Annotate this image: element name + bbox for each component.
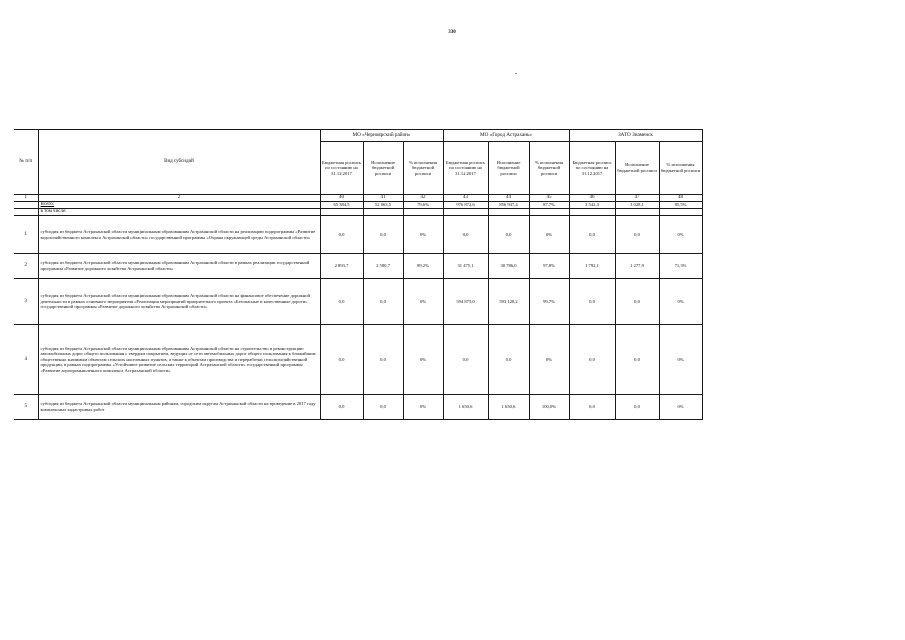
row-value: 0,0: [363, 395, 403, 420]
row-value: 0,0: [615, 279, 659, 325]
row-description: субсидия из бюджета Астраханской области муниципальным образованиям Астраханской области на реализацию подпрограммы «Развитие водохозяйственного комплекса Астраханской области» государственной программы «Охрана окружающей среды Астраханской области»: [38, 216, 320, 254]
table-row: [14, 254, 702, 279]
row-value: 0%: [659, 395, 702, 420]
row-value: 0%: [659, 216, 702, 254]
row-value: 0,0: [615, 395, 659, 420]
table-row: [14, 395, 702, 420]
row-value: 0,0: [569, 395, 615, 420]
row-value: 0%: [659, 279, 702, 325]
row-value: 0,0: [569, 325, 615, 395]
row-value: 1 650,6: [443, 395, 488, 420]
total-value: 52 063,5: [363, 202, 403, 209]
subcol-percent: % исполнения бюджетной росписи: [659, 141, 702, 194]
including-label: в том числе:: [38, 209, 320, 216]
row-value: 0,0: [615, 216, 659, 254]
subsidies-table: [14, 122, 703, 420]
col-number: 2: [38, 195, 320, 202]
row-value: 0%: [403, 279, 443, 325]
col-number: 45: [529, 195, 569, 202]
row-value: 100,0%: [529, 395, 569, 420]
col-number: 44: [488, 195, 529, 202]
row-number: 5: [14, 395, 38, 420]
subcol-percent: % исполнения бюджетной росписи: [403, 141, 443, 194]
row-value: 593 128,2: [488, 279, 529, 325]
table-row: [14, 279, 702, 325]
row-value: 0,0: [615, 325, 659, 395]
row-value: 99,7%: [529, 279, 569, 325]
row-value: 30 786,0: [488, 254, 529, 279]
total-value: 85,5%: [659, 202, 702, 209]
total-value: 976 872,6: [443, 202, 488, 209]
group-header-znamensk: ЗАТО Знаменск: [569, 130, 702, 142]
including-row: [14, 209, 702, 216]
row-value: 0,0: [320, 395, 363, 420]
group-header-chernoyarsky: МО «Черноярский район»: [320, 130, 443, 142]
col-number: 1: [14, 195, 38, 202]
col-number: 42: [403, 195, 443, 202]
row-value: 2 893,7: [320, 254, 363, 279]
header-row-groups: [14, 130, 702, 142]
row-value: 0,0: [320, 279, 363, 325]
subcol-execution: Исполнение бюджетной росписи: [615, 141, 659, 194]
row-value: 1 792,1: [569, 254, 615, 279]
scan-speck: [515, 73, 517, 74]
table-row: [14, 325, 702, 395]
row-description: субсидия из бюджета Астраханской области муниципальным образованиям Астраханской области в рамках реализации государственной программы «Развитие дорожного хозяйства Астраханской области»: [38, 254, 320, 279]
col-number: 40: [320, 195, 363, 202]
row-value: 97,8%: [529, 254, 569, 279]
row-value: 1 277,9: [615, 254, 659, 279]
top-rule-row: [14, 122, 702, 130]
subcol-execution: Исполнение бюджетной росписи: [488, 141, 529, 194]
row-value: 0,0: [363, 279, 403, 325]
row-description: субсидия из бюджета Астраханской области муниципальным районам, городским округам Астраханской области на проведение в 2017 году комплексных кадастровых работ: [38, 395, 320, 420]
subcol-budget-plan: Бюджетная роспись по состоянию на 31.12.2017: [320, 141, 363, 194]
row-value: 0,0: [363, 325, 403, 395]
col-header-subsidy-type: Вид субсидий: [38, 130, 320, 195]
subcol-budget-plan: Бюджетная роспись по состоянию на 31.12.2017: [443, 141, 488, 194]
row-value: 1 650,6: [488, 395, 529, 420]
total-row: [14, 202, 702, 209]
col-header-number: № п/п: [14, 130, 38, 195]
row-value: 0%: [403, 216, 443, 254]
row-value: 0,0: [488, 216, 529, 254]
row-value: 89,2%: [403, 254, 443, 279]
row-value: 0,0: [488, 325, 529, 395]
row-value: 0,0: [320, 325, 363, 395]
col-number: 47: [615, 195, 659, 202]
row-value: 0,0: [569, 216, 615, 254]
row-value: 0%: [529, 216, 569, 254]
row-value: 2 580,7: [363, 254, 403, 279]
group-header-astrakhan: МО «Город Астрахань»: [443, 130, 569, 142]
total-number-cell: [14, 202, 38, 209]
row-value: 0%: [403, 325, 443, 395]
row-value: 71,3%: [659, 254, 702, 279]
total-value: 3 542,3: [569, 202, 615, 209]
col-number: 41: [363, 195, 403, 202]
col-number: 48: [659, 195, 702, 202]
row-value: 0,0: [443, 216, 488, 254]
row-number: 2: [14, 254, 38, 279]
including-number-cell: [14, 209, 38, 216]
row-description: субсидия из бюджета Астраханской области муниципальным образованиям Астраханской области на строительство и реконструкцию автомобильных дорог общего пользования с твердым покрытием, ведущих от сети автомобильных дорог общего пользования к ближайшим общественно значимым объектам сельских населенных пунктов, а также к объектам производства и переработки сельскохозяйственной продукции, в рамках подпрограммы «Устойчивое развитие сельских территорий Астраханской области» государственной программы «Развитие агропромышленного комплекса Астраханской области»: [38, 325, 320, 395]
row-value: 0,0: [569, 279, 615, 325]
row-value: 0,0: [363, 216, 403, 254]
total-value: 79,6%: [403, 202, 443, 209]
col-number: 46: [569, 195, 615, 202]
row-number: 4: [14, 325, 38, 395]
row-number: 3: [14, 279, 38, 325]
row-value: 0%: [403, 395, 443, 420]
total-value: 65 384,5: [320, 202, 363, 209]
subcol-budget-plan: Бюджетная роспись по состоянию на 31.12.2017: [569, 141, 615, 194]
row-value: 594 875,0: [443, 279, 488, 325]
row-value: 0,0: [443, 325, 488, 395]
page-number: 330: [448, 30, 456, 35]
col-number: 43: [443, 195, 488, 202]
row-value: 0%: [659, 325, 702, 395]
row-value: 0,0: [320, 216, 363, 254]
subcol-execution: Исполнение бюджетной росписи: [363, 141, 403, 194]
total-value: 856 947,4: [488, 202, 529, 209]
row-value: 0%: [529, 325, 569, 395]
row-value: 31 475,1: [443, 254, 488, 279]
subcol-percent: % исполнения бюджетной росписи: [529, 141, 569, 194]
column-numbers-row: [14, 195, 702, 202]
row-description: субсидия из бюджета Астраханской области муниципальным образованиям Астраханской области на финансовое обеспечение дорожной деятельности в рамках основного мероприятия «Реализация мероприятий приоритетного проекта «Безопасные и качественные дороги» государственной программы «Развитие дорожного хозяйства Астраханской области»: [38, 279, 320, 325]
row-number: 1: [14, 216, 38, 254]
total-value: 3 028,1: [615, 202, 659, 209]
total-label: Всего:: [38, 202, 320, 209]
total-value: 87,7%: [529, 202, 569, 209]
table-row: [14, 216, 702, 254]
